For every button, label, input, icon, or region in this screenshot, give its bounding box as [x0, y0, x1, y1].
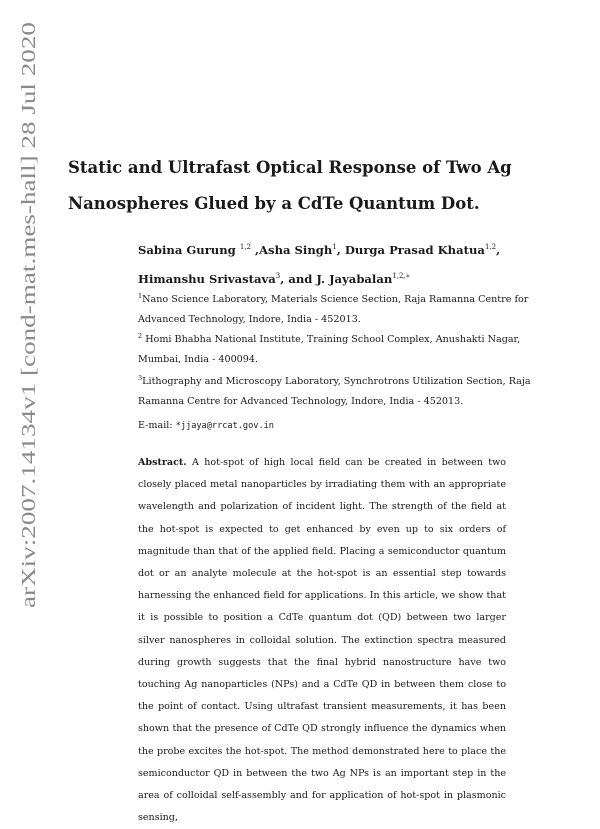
affiliation-2 [138, 326, 538, 370]
author-list [138, 234, 538, 292]
author-name: Asha Singh [259, 242, 333, 257]
author-name: Durga Prasad Khatua [344, 242, 485, 257]
affiliation-1 [138, 286, 538, 330]
author-name: Himanshu Srivastava [138, 271, 276, 286]
title-line-1: Static and Ultrafast Optical Response of Two Ag [68, 158, 512, 177]
affiliation-line: Advanced Technology, Indore, India - 452013. [138, 314, 361, 326]
author-sup: 3 [275, 271, 281, 280]
affiliation-sup: 3 [138, 374, 143, 382]
abstract [138, 452, 506, 829]
abstract-label: Abstract. [138, 457, 187, 468]
affiliation-line: Ramanna Centre for Advanced Technology, Indore, India - 452013. [138, 396, 464, 408]
author-line-1: Sabina Gurung $^{1,2}$ ,Asha Singh$^1$, Durga Prasad Khatua$^{1,2}$, [138, 242, 501, 257]
author-name: Sabina Gurung [138, 242, 236, 257]
affiliation-line: Mumbai, India - 400094. [138, 354, 259, 366]
paper-title [68, 150, 538, 222]
arxiv-stamp-svg [6, 20, 46, 610]
author-sup: 1,2 [484, 243, 497, 251]
affiliation-3 [138, 368, 538, 412]
author-sup: 1,2,∗ [392, 271, 411, 280]
affiliation-sup: 1 [138, 292, 143, 300]
author-name: and J. Jayabalan [288, 271, 393, 286]
author-line-2: Himanshu Srivastava$^3$, and J. Jayabalan$^{1,2,∗}$ [138, 271, 411, 286]
email-line [138, 416, 274, 436]
affiliation-line: $^3$Lithography and Microscopy Laboratory, Synchrotrons Utilization Section, Raja [138, 374, 531, 388]
author-sup: 1,2 [239, 243, 251, 251]
arxiv-stamp-text: arXiv:2007.14134v1 [cond-mat.mes-hall] 28 Jul 2020 [19, 186, 40, 608]
affiliation-line: $^2$ Homi Bhabha National Institute, Training School Complex, Anushakti Nagar, [138, 332, 521, 346]
affiliation-sup: 2 [138, 332, 143, 340]
affiliation-line: $^1$Nano Science Laboratory, Materials Science Section, Raja Ramanna Centre for [138, 292, 529, 306]
author-sup: 1 [332, 243, 337, 251]
title-line-2: Nanospheres Glued by a CdTe Quantum Dot. [68, 194, 480, 213]
arxiv-stamp [6, 20, 46, 610]
email-label: E-mail: [138, 420, 176, 431]
abstract-text: A hot-spot of high local field can be created in between two closely placed metal nanoparticles by irradiating them with an appropriate wavelength and polarization of incident light. The strength of the field at the hot-spot is expected to get enhanced by even up to six orders of magnitude than that of the applied field. Placing a semiconductor quantum dot or an analyte molecule at the hot-spot is an essential step towards harnessing the enhanced field for applications. In this article, we show that it is possible to position a CdTe quantum dot (QD) between two larger silver nanospheres in colloidal solution. The extinction spectra measured during growth suggests that the final hybrid nanostructure have two touching Ag nanoparticles (NPs) and a CdTe QD in between them close to the point of contact. Using ultrafast transient measurements, it has been shown that the presence of CdTe QD strongly influence the dynamics when the probe excites the hot-spot. The method demonstrated here to place the semiconductor QD in between the two Ag NPs is an important step in the area of colloidal self-assembly and for application of hot-spot in plasmonic sensing, [138, 457, 506, 824]
email-address[interactable]: *jjaya@rrcat.gov.in [175, 421, 274, 431]
